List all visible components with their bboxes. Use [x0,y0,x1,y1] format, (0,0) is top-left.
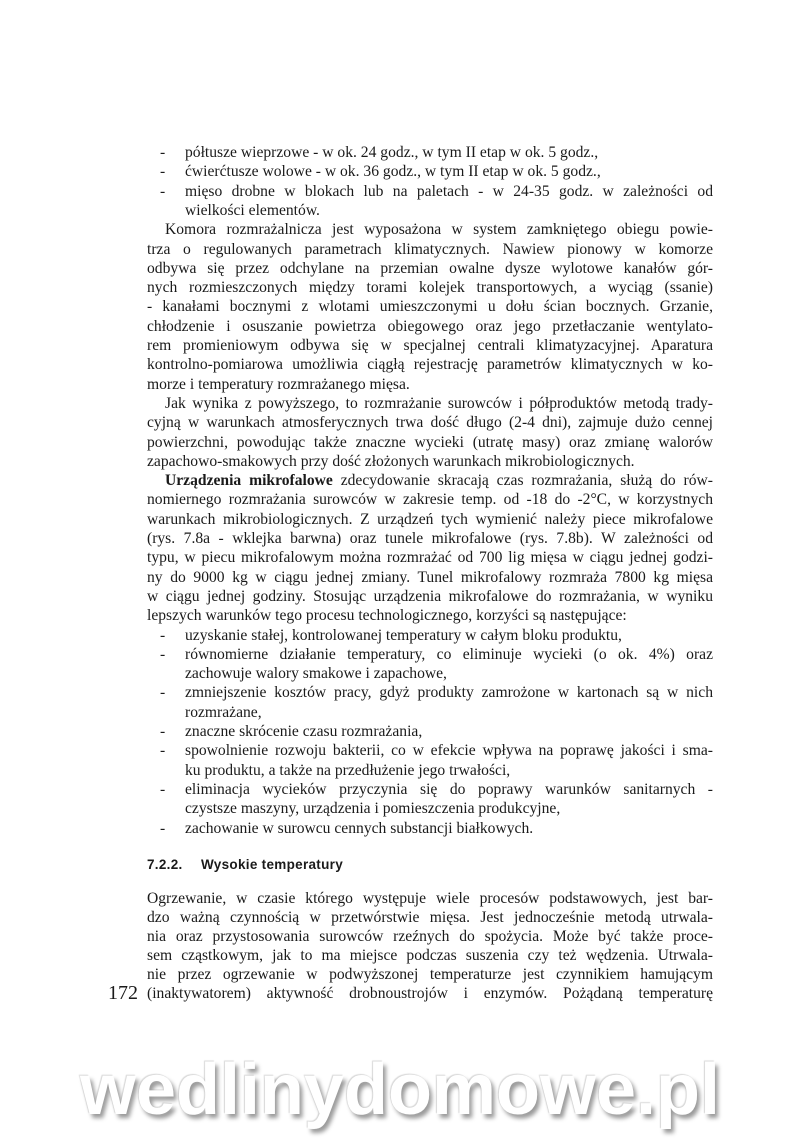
text-line [147,355,713,374]
bullet-dash: - [160,182,166,200]
text-line [147,965,713,984]
text-line [147,568,713,587]
section-number: 7.2.2. [147,857,183,872]
bullet-dash: - [160,144,166,161]
bullet-dash: - [160,819,166,837]
line-text: spowolnienie rozwoju bakterii, co w efekcie wpływa na poprawę jakości i sma- [185,742,713,760]
text-line [147,529,713,548]
bullet-line [160,741,713,760]
text-line [165,220,713,239]
text-line [147,278,713,297]
text-line [185,201,713,220]
bullet-dash: - [160,645,166,663]
bullet-dash: - [160,780,166,798]
line-text: Komora rozmrażalnicza jest wyposażona w system zamkniętego obiegu powie- [165,221,713,239]
text-line [165,471,713,490]
line-text: zmniejszenie kosztów pracy, gdyż produkty zamrożone w kartonach są w nich [185,684,713,702]
bold-term: Urządzenia mikrofalowe [165,472,333,490]
line-text: eliminacja wycieków przyczynia się do poprawy warunków sanitarnych - [185,780,713,798]
line-text: nie przez ogrzewanie w podwyższonej temperaturze jest czynnikiem hamującym [147,966,713,983]
line-text: (rys. 7.8a - wklejka barwna) oraz tunele mikrofalowe (rys. 7.8b). W zależności od [147,530,713,547]
line-text: rozmrażane, [185,703,262,721]
text-line [147,889,713,908]
line-text: - kanałami bocznymi z wlotami umieszczonymi u dołu ścian bocznych. Grzanie, [147,298,713,316]
line-text: uzyskanie stałej, kontrolowanej temperatury w całym bloku produktu, [185,626,622,644]
bullet-line [160,143,713,162]
text-line [185,703,713,722]
line-text: zachowuje walory smakowe i zapachowe, [185,665,447,683]
text-line [185,664,713,683]
text-line [185,799,713,818]
bullet-line [160,626,713,645]
text-line [147,240,713,259]
section-title: Wysokie temperatury [201,857,344,872]
text-line [147,433,713,452]
line-text: półtusze wieprzowe - w ok. 24 godz., w tym II etap w ok. 5 godz., [185,144,599,161]
section-heading [147,857,343,872]
text-line [147,297,713,316]
line-text: ku produktu, a także na przedłużenie jego trwałości, [185,761,511,779]
text-line [147,548,713,567]
line-text: równomierne działanie temperatury, co eliminuje wycieki (o ok. 4%) oraz [185,645,713,663]
site-watermark: wedlinydomowe.pl [79,1050,721,1130]
text-line [147,413,713,432]
line-text: nych rozmieszczonych między torami kolejek transportowych, a wyciąg (ssanie) [147,279,713,297]
line-text: chłodzenie i osuszanie powietrza obiegowego oraz jego przetłaczanie wentylato- [147,317,713,335]
page-number: 172 [108,982,138,1004]
text-line [147,927,713,946]
bullet-line [160,683,713,702]
line-text: lepszych warunków tego procesu technologicznego, korzyści są następujące: [147,607,627,625]
text-line [185,761,713,780]
bullet-dash: - [160,684,166,702]
line-text: wielkości elementów. [185,201,320,219]
text-line [147,908,713,927]
line-text: ny do 9000 kg w ciągu jednej zmiany. Tunel mikrofalowy rozmraża 7800 kg mięsa [147,568,713,586]
line-text: zachowanie w surowcu cennych substancji białkowych. [185,819,534,837]
text-line [147,984,713,1003]
line-text: trza o regulowanych parametrach klimatycznych. Nawiew pionowy w komorze [147,240,713,258]
text-line [147,587,713,606]
bullet-line [160,722,713,741]
text-line [147,317,713,336]
line-text: zapachowo-smakowych przy dość złożonych warunkach mikrobiologicznych. [147,452,635,470]
line-text: sem cząstkowym, jak to ma miejsce podczas suszenia czy też wędzenia. Utrwala- [147,947,713,964]
line-text: kontrolno-pomiarowa umożliwia ciągłą rejestrację parametrów klimatycznych w ko- [147,356,713,374]
bullet-line [160,645,713,664]
bullet-line [160,819,713,838]
line-text: morze i temperatury rozmrażanego mięsa. [147,375,410,393]
bullet-dash: - [160,723,166,740]
text-line [147,606,713,625]
text-line [165,394,713,413]
line-text: Jak wynika z powyższego, to rozmrażanie surowców i półproduktów metodą trady- [165,394,713,412]
bullet-dash: - [160,163,166,181]
text-line [147,336,713,355]
text-line [147,452,713,471]
bullet-line [160,162,713,181]
line-text: mięso drobne w blokach lub na paletach - w 24-35 godz. w zależności od [185,182,713,200]
bullet-line [160,780,713,799]
text-line [147,490,713,509]
line-text: dzo ważną czynnością w przetwórstwie mięsa. Jest jednocześnie metodą utrwala- [147,909,713,926]
line-text: cyjną w warunkach atmosferycznych trwa dość długo (2-4 dni), zajmuje dużo cennej [147,414,713,432]
line-text: nia oraz przystosowania surowców rzeźnych do spożycia. Może być także proce- [147,928,713,945]
bullet-line [160,182,713,201]
text-line [147,259,713,278]
line-text: Ogrzewanie, w czasie którego występuje wiele procesów podstawowych, jest bar- [147,890,713,907]
bullet-dash: - [160,626,166,644]
line-text: nomiernego rozmrażania surowców w zakresie temp. od -18 do -2°C, w korzystnych [147,491,713,509]
line-text: rem promieniowym odbywa się w specjalnej centrali klimatyzacyjnej. Aparatura [147,337,713,354]
text-line [147,510,713,529]
line-text: znaczne skrócenie czasu rozmrażania, [185,723,423,740]
bullet-dash: - [160,742,166,760]
line-text: czystsze maszyny, urządzenia i pomieszczenia produkcyjne, [185,800,561,818]
line-text: (inaktywatorem) aktywność drobnoustrojów i enzymów. Pożądaną temperaturę [147,985,713,1002]
line-text: zdecydowanie skracają czas rozmrażania, służą do rów- [332,472,714,490]
line-text: warunkach mikrobiologicznych. Z urządzeń tych wymienić należy piece mikrofalowe [147,510,713,528]
line-text: powierzchni, powodując także znaczne wycieki (utratę masy) oraz zmianę walorów [147,433,713,451]
line-text: odbywa się przez odchylane na przemian owalne dysze wylotowe kanałów gór- [147,259,713,277]
text-line [147,946,713,965]
text-line [147,375,713,394]
line-text: ćwierćtusze wolowe - w ok. 36 godz., w tym II etap w ok. 5 godz., [185,163,601,181]
line-text: typu, w piecu mikrofalowym można rozmrażać od 700 lig mięsa w ciągu jednej godzi- [147,549,713,567]
line-text: w ciągu jednej godziny. Stosując urządzenia mikrofalowe do rozmrażania, w wyniku [147,587,713,605]
